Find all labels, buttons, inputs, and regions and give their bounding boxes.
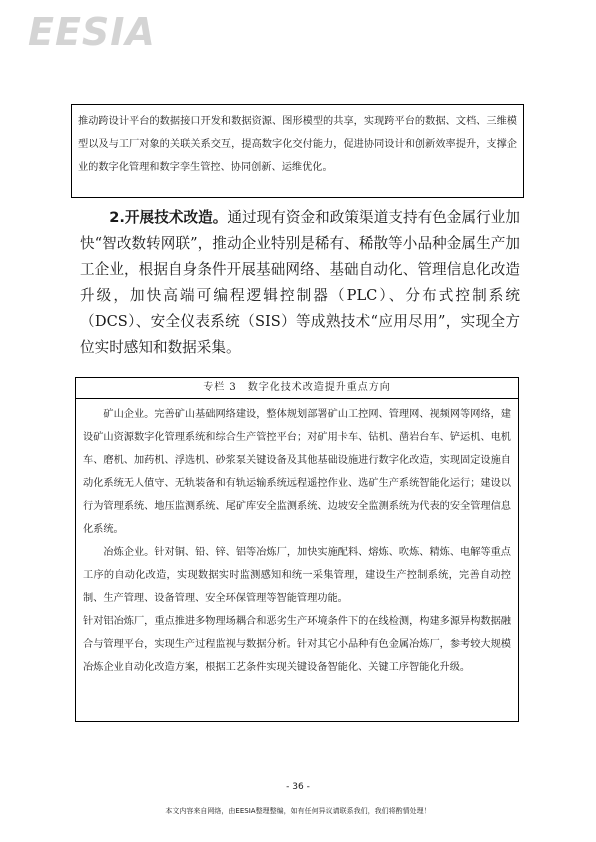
panel-body	[76, 399, 518, 679]
continued-text: 推动跨设计平台的数据接口开发和数据资源、图形模型的共享，实现跨平台的数据、文档、三维模型以及与工厂对象的关联关系交互，提高数字化交付能力，促进协同设计和创新效率提升，支撑企业的数字化管理和数字孪生管控、协同创新、运维优化。	[78, 116, 517, 173]
section-paragraph	[80, 205, 520, 361]
page-number: - 36 -	[286, 782, 310, 792]
footer-disclaimer: 本文内容来自网络，由EESIA整理整编，如有任何异议请联系我们，我们将酌情处理！	[165, 807, 431, 815]
section-heading: 2.开展技术改造。	[109, 209, 228, 226]
continued-text-box	[71, 104, 524, 198]
column-panel	[75, 377, 519, 722]
panel-paragraph-aluminum: 针对铝冶炼厂，重点推进多物理场耦合和恶劣生产环境条件下的在线检测，构建多源异构数据融合与管理平台，实现生产过程监视与数据分析。针对其它小品种有色金属冶炼厂，参考较大规模冶炼企业自动化改造方案，根据工艺条件实现关键设备智能化、关键工序智能化升级。	[83, 616, 511, 673]
section-body	[80, 205, 520, 361]
panel-paragraph-mining: 矿山企业。完善矿山基础网络建设，整体规划部署矿山工控网、管理网、视频网等网络，建设矿山资源数字化管理系统和综合生产管控平台；对矿用卡车、钻机、凿岩台车、铲运机、电机车、磨机、加药机、浮选机、砂浆泵关键设备及其他基础设施进行数字化改造，实现固定设施自动化系统无人值守、无轨装备和有轨运输系统远程遥控作业、选矿生产系统智能化运行；建设以行为管理系统、地压监测系统、尾矿库安全监测系统、边坡安全监测系统为代表的安全管理信息化系统。	[83, 409, 511, 535]
panel-paragraph-smelting: 冶炼企业。针对铜、铅、锌、铝等冶炼厂，加快实施配料、熔炼、吹炼、精炼、电解等重点工序的自动化改造，实现数据实时监测感知和统一采集管理，建设生产控制系统，完善自动控制、生产管理、设备管理、安全环保管理等智能管理功能。	[83, 547, 511, 604]
section-paragraph-text: 通过现有资金和政策渠道支持有色金属行业加快“智改数转网联”，推动企业特别是稀有、稀散等小品种金属生产加工企业，根据自身条件开展基础网络、基础自动化、管理信息化改造升级，加快高端可编程逻辑控制器（PLC）、分布式控制系统（DCS）、安全仪表系统（SIS）等成熟技术“应用尽用”，实现全方位实时感知和数据采集。	[80, 209, 520, 356]
panel-title: 专栏 3 数字化技术改造提升重点方向	[76, 378, 518, 399]
eesia-logo: EESIA	[28, 10, 156, 54]
